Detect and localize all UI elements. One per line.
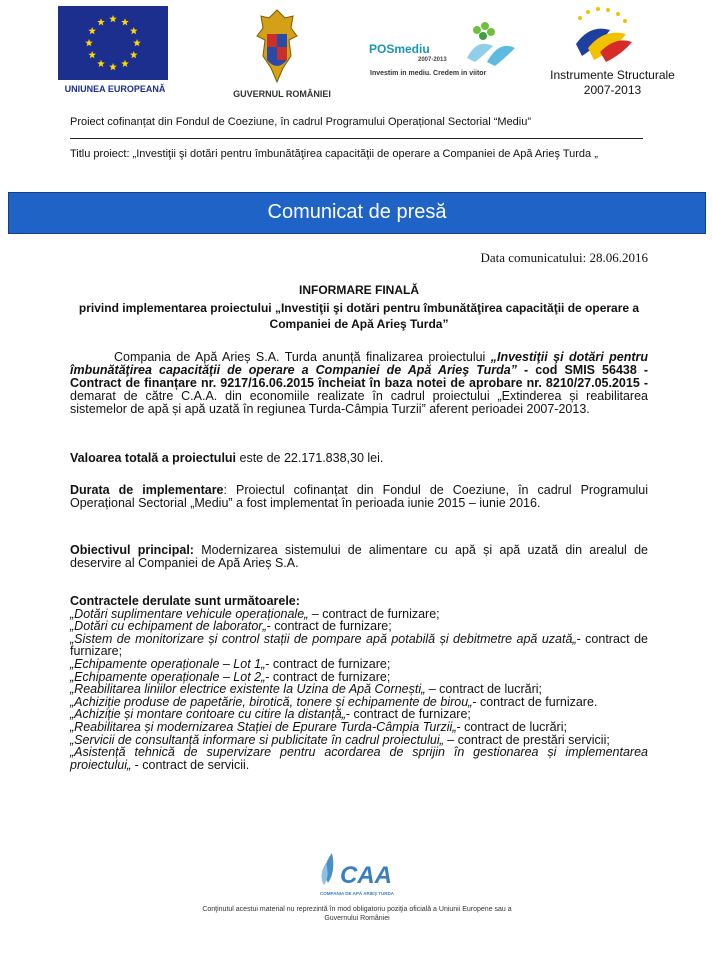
contract-name: „Servicii de consultanță informare si publicitate în cadrul proiectului„ [70, 732, 444, 747]
caa-logo-subtext: COMPANIA DE APĂ ARIEŞ TURDA [320, 891, 394, 896]
duration-paragraph [70, 484, 648, 510]
disclaimer-footer: Conţinutul acestui material nu reprezintă în mod obligatoriu poziţia oficială a Uniunii Europene sau a Guvernului României [202, 906, 512, 922]
press-release-banner: Comunicat de presă [8, 192, 706, 234]
contract-type: - contract de furnizare. [472, 694, 598, 709]
contract-name: „Achiziție și montare contoare cu citire la distanță„ [70, 707, 346, 722]
duration-label: Durata de implementare [70, 483, 224, 497]
eu-star-icon [130, 51, 138, 58]
eu-flag-logo [58, 6, 168, 80]
objective-paragraph [70, 544, 648, 570]
contracts-section [70, 595, 648, 771]
structural-instruments-years: 2007-2013 [583, 83, 642, 97]
contract-name: „Dotări suplimentare vehicule operaționale„ [70, 606, 309, 621]
romania-coat-of-arms-logo [255, 8, 299, 86]
eu-star-icon [109, 63, 117, 70]
contract-type: - contract de furnizare; [266, 619, 392, 634]
contract-name: „Achiziție produse de papetărie, birotică, tonere și echipamente de birou„ [70, 694, 473, 709]
posmediu-title: POSmediu [369, 42, 430, 56]
contract-name: „Asistență tehnică de supervizare pentru acordarea de sprijin în gestionarea și implementarea proiectului„ [70, 745, 648, 772]
eu-star-icon [85, 39, 93, 46]
caa-logo [314, 849, 400, 899]
contracts-heading: Contractele derulate sunt următoarele: [70, 594, 300, 608]
eu-star-icon [133, 39, 141, 46]
total-value-paragraph [70, 452, 648, 465]
final-info-subheading: privind implementarea proiectului „Investiţii şi dotări pentru îmbunătăţirea capacităţii de operare a Companiei de Apă Arieş Turda” [78, 301, 640, 331]
contract-name: „Sistem de monitorizare și control stații de pompare apă potabilă și debitmetre apă uzată„ [70, 631, 577, 646]
eu-label: UNIUNEA EUROPEANĂ [64, 84, 166, 94]
contract-type: – contract de furnizare; [308, 606, 440, 621]
contract-type: - contract de servicii. [131, 757, 250, 772]
eu-star-icon [97, 18, 105, 25]
gov-label: GUVERNUL ROMÂNIEI [233, 89, 331, 99]
release-date: Data comunicatului: 28.06.2016 [480, 250, 648, 265]
eu-star-icon [88, 51, 96, 58]
intro-text-d: demarat de către C.A.A. din economiile realizate în cadrul proiectului „Extinderea și reabilitarea sistemelor de apă și apă uzată în regiunea Turda-Câmpia Turzii” aferent perioadei 2007-2013. [70, 389, 648, 416]
contract-type: - contract de furnizare; [265, 669, 391, 684]
intro-paragraph [70, 351, 648, 416]
eu-star-icon [130, 27, 138, 34]
contract-name: „Reabilitarea și modernizarea Stației de Epurare Turda-Câmpia Turzii„ [70, 719, 457, 734]
project-cofinancing-line: Proiect cofinanțat din Fondul de Coeziune, în cadrul Programului Operațional Sectorial “Mediu” [70, 116, 532, 128]
eu-star-icon [121, 60, 129, 67]
eu-star-icon [97, 60, 105, 67]
total-value-label: Valoarea totală a proiectului [70, 451, 237, 465]
contract-type: – contract de lucrări; [425, 682, 542, 697]
intro-text-a: Compania de Apă Arieș S.A. Turda anunță finalizarea proiectului [114, 350, 491, 364]
contract-item [70, 633, 648, 658]
eu-star-icon [109, 15, 117, 22]
caa-logo-text: CAA [340, 862, 392, 889]
project-name: „Investiţii şi dotări pentru îmbunătăţirea capacităţii de operare a Companiei de Apă Arieş Turda” [70, 350, 648, 377]
objective-text: Modernizarea sistemului de alimentare cu apă și apă uzată din arealul de deservire al Companiei de Apă Arieș S.A. [70, 543, 648, 570]
eu-star-icon [88, 27, 96, 34]
structural-instruments-title: Instrumente Structurale [550, 68, 675, 82]
contract-type: – contract de prestări servicii; [443, 732, 610, 747]
project-title-line: Titlu proiect: „Investiţii şi dotări pentru îmbunătăţirea capacităţii de operare a Companiei de Apă Arieş Turda „ [70, 148, 598, 160]
posmediu-years: 2007-2013 [418, 57, 447, 63]
contract-name: „Dotări cu echipament de laborator„ [70, 619, 267, 634]
contract-details: - cod SMIS 56438 - Contract de finanțare nr. 9217/16.06.2015 încheiat în baza notei de aprobare nr. 8210/27.05.2015 - [70, 363, 648, 390]
eu-star-icon [121, 18, 129, 25]
contract-type: - contract de furnizare; [345, 707, 471, 722]
contract-name: „Echipamente operaționale – Lot 2„ [70, 669, 266, 684]
final-info-heading: INFORMARE FINALĂ [299, 283, 419, 297]
structural-instruments-logo [570, 4, 634, 66]
contract-name: „Reabilitarea liniilor electrice existente la Uzina de Apă Cornești„ [70, 682, 426, 697]
contract-type: - contract de lucrări; [456, 719, 567, 734]
total-value-text: este de 22.171.838,30 lei. [236, 451, 384, 465]
duration-text: : Proiectul cofinanțat din Fondul de Coeziune, în cadrul Programului Operațional Sectorial „Mediu” a fost implementat în perioada iunie 2015 – iunie 2016. [70, 483, 648, 510]
posmediu-tagline: Investim in mediu. Credem in viitor [370, 70, 487, 77]
contract-type: - contract de furnizare; [70, 631, 648, 659]
contract-type: - contract de furnizare; [265, 656, 391, 671]
contract-name: „Echipamente operaționale – Lot 1„ [70, 656, 266, 671]
objective-label: Obiectivul principal: [70, 543, 194, 557]
contract-item [70, 746, 648, 771]
header-divider [70, 138, 643, 139]
